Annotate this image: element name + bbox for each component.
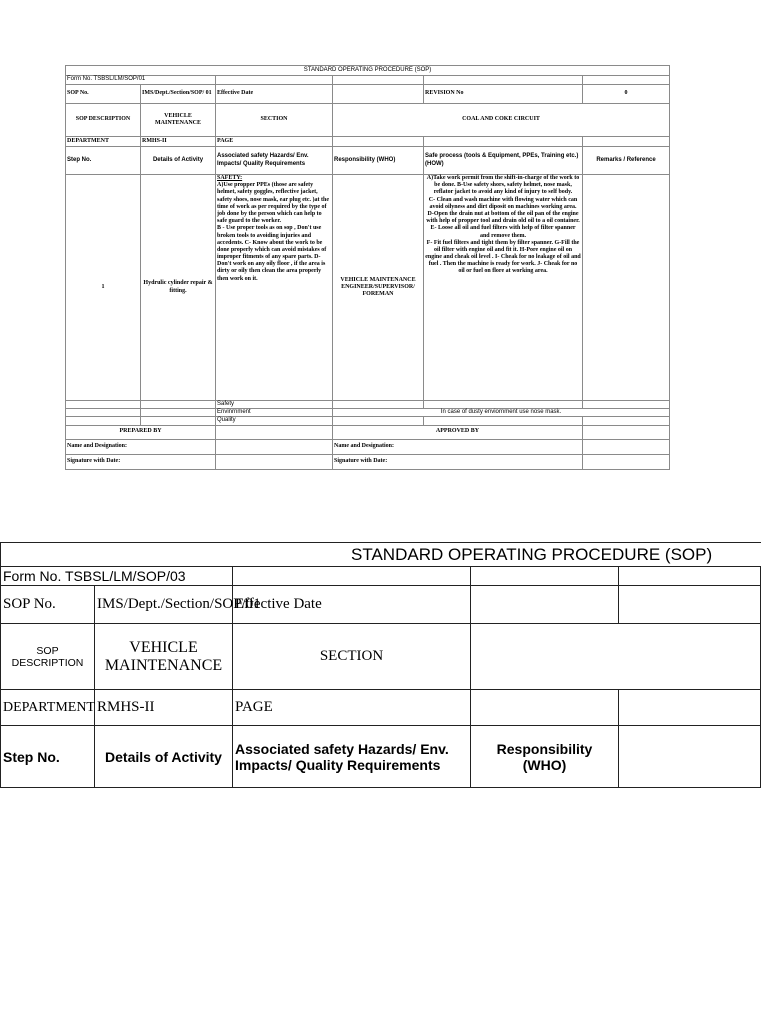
step-responsibility: VEHICLE MAINTENANCE ENGINEER/SUPERVISOR/ FOREMAN — [333, 175, 424, 401]
step-remarks — [583, 175, 670, 401]
step-row-1 — [66, 175, 670, 401]
safety-row — [66, 401, 670, 409]
revision-value: 0 — [583, 85, 670, 104]
col-step-header: Step No. — [66, 147, 141, 175]
col-activity-header: Details of Activity — [141, 147, 216, 175]
zoom-department-label: DEPARTMENT — [1, 690, 95, 726]
sop-description-label: SOP DESCRIPTION — [66, 104, 141, 137]
section-value: COAL AND COKE CIRCUIT — [333, 104, 670, 137]
zoom-title-row — [1, 543, 761, 567]
sop-description-row — [66, 104, 670, 137]
zoom-sop-description-label: SOP DESCRIPTION — [1, 624, 95, 690]
sop-no-row — [66, 85, 670, 104]
title-row — [66, 66, 670, 76]
step-hazards-cell — [216, 175, 333, 401]
zoom-col-activity-header: Details of Activity — [95, 726, 233, 788]
approved-by: APPROVED BY — [333, 425, 583, 439]
zoom-effective-date-label: Effective Date — [233, 586, 471, 624]
section-label: SECTION — [216, 104, 333, 137]
prepared-approved-row — [66, 425, 670, 439]
prepared-by: PREPARED BY — [66, 425, 216, 439]
name-designation-row — [66, 439, 670, 454]
safety-text: A)Use propper PPEs (those are safety helmet, safety goggles, reflective jacket, safety shoes, nose mask, ear plug etc. )at the time of work as per required by the type of job done by the person which can help to safe guard to the worker. B - Use proper tools as on sop , Don't use broken tools to avoiding injuries and accedents. C- Know about the work to be done properly which can avoid mistakes of improper fitments of any spare parts. D- Don't work on any oily floor , if the area is dirty or oily then clean the area properly then work on it. — [217, 182, 330, 282]
zoom-department-value: RMHS-II — [95, 690, 233, 726]
zoom-form-no-row — [1, 567, 761, 586]
zoom-col-responsibility-header: Responsibility (WHO) — [471, 726, 619, 788]
col-hazards-header: Associated safety Hazards/ Env. Impacts/ Quality Requirements — [216, 147, 333, 175]
approved-signature: Signature with Date: — [333, 454, 583, 469]
zoom-section-label: SECTION — [233, 624, 471, 690]
page-label: PAGE — [216, 137, 333, 147]
zoom-sop-no-label: SOP No. — [1, 586, 95, 624]
sop-description-value: VEHICLE MAINTENANCE — [141, 104, 216, 137]
approved-name-designation: Name and Designation: — [333, 439, 583, 454]
col-process-header: Safe process (tools & Equipment, PPEs, Training etc.) (HOW) — [424, 147, 583, 175]
sop-table — [65, 65, 670, 470]
column-header-row — [66, 147, 670, 175]
department-row — [66, 137, 670, 147]
sheet-title: STANDARD OPERATING PROCEDURE (SOP) — [66, 66, 670, 76]
safety-row-label: Safety — [216, 401, 333, 409]
safety-heading: SAFETY: — [217, 175, 243, 181]
zoom-col-hazards-header: Associated safety Hazards/ Env. Impacts/ Quality Requirements — [233, 726, 471, 788]
zoom-sop-no-row — [1, 586, 761, 624]
prepared-signature: Signature with Date: — [66, 454, 216, 469]
form-no-row — [66, 76, 670, 85]
sop-no-value: IMS/Dept./Section/SOP/ 01 — [141, 85, 216, 104]
step-process: A)Take work permit from the shift-in-charge of the work to be done. B-Use safety shors, safety helmet, nose mask, reflator jacket to avoid any kind of injury to self body. C- Clean and wash machine with flowing water which can avoid oilyness and dirt diposit on machines working area. D-Open the drain nut at bottom of the oil pan of the engine with help of propper tool and drain old oil to a oil container. E- Loose all oil and fuel filters with help of filter spanner and remove them. F- Fit fuel filters and tight them by filter spanner. G-Fill the oil filter with engine oil and fit it. H-Pore engine oil on engine and cheak oil level . I- Cheak for no leakage of oil and fuel . Then the machine is ready for work. J- Cheak for no oil or fuel on flore at working area. — [424, 175, 583, 401]
zoom-title: STANDARD OPERATING PROCEDURE (SOP) — [1, 543, 761, 567]
step-number: 1 — [66, 175, 141, 401]
department-value: RMHS-II — [141, 137, 216, 147]
department-label: DEPARTMENT — [66, 137, 141, 147]
zoom-column-header-row — [1, 726, 761, 788]
prepared-name-designation: Name and Designation: — [66, 439, 216, 454]
quality-row — [66, 417, 670, 425]
zoom-sop-no-value: IMS/Dept./Section/SOP/01 — [95, 586, 233, 624]
col-remarks-header: Remarks / Reference — [583, 147, 670, 175]
zoom-sop-description-row — [1, 624, 761, 690]
zoom-table — [0, 542, 761, 788]
zoom-page-label: PAGE — [233, 690, 471, 726]
quality-row-label: Quality — [216, 417, 333, 425]
sop-sheet — [65, 65, 669, 470]
zoom-col-step-header: Step No. — [1, 726, 95, 788]
step-activity: Hydrulic cylinder repair & fitting. — [141, 175, 216, 401]
environment-row — [66, 409, 670, 417]
signature-row — [66, 454, 670, 469]
sop-zoom-fragment — [0, 542, 713, 788]
zoom-department-row — [1, 690, 761, 726]
col-responsibility-header: Responsibility (WHO) — [333, 147, 424, 175]
zoom-form-number: Form No. TSBSL/LM/SOP/03 — [1, 567, 233, 586]
zoom-sop-description-value: VEHICLE MAINTENANCE — [95, 624, 233, 690]
revision-label: REVISION No — [424, 85, 583, 104]
form-number: Form No. TSBSL/LM/SOP/01 — [66, 76, 216, 85]
environment-row-label: Envinrnment — [216, 409, 333, 417]
effective-date-label: Effective Date — [216, 85, 333, 104]
sop-no-label: SOP No. — [66, 85, 141, 104]
environment-note: In case of dusty enviornment use nose mask. — [333, 409, 670, 417]
